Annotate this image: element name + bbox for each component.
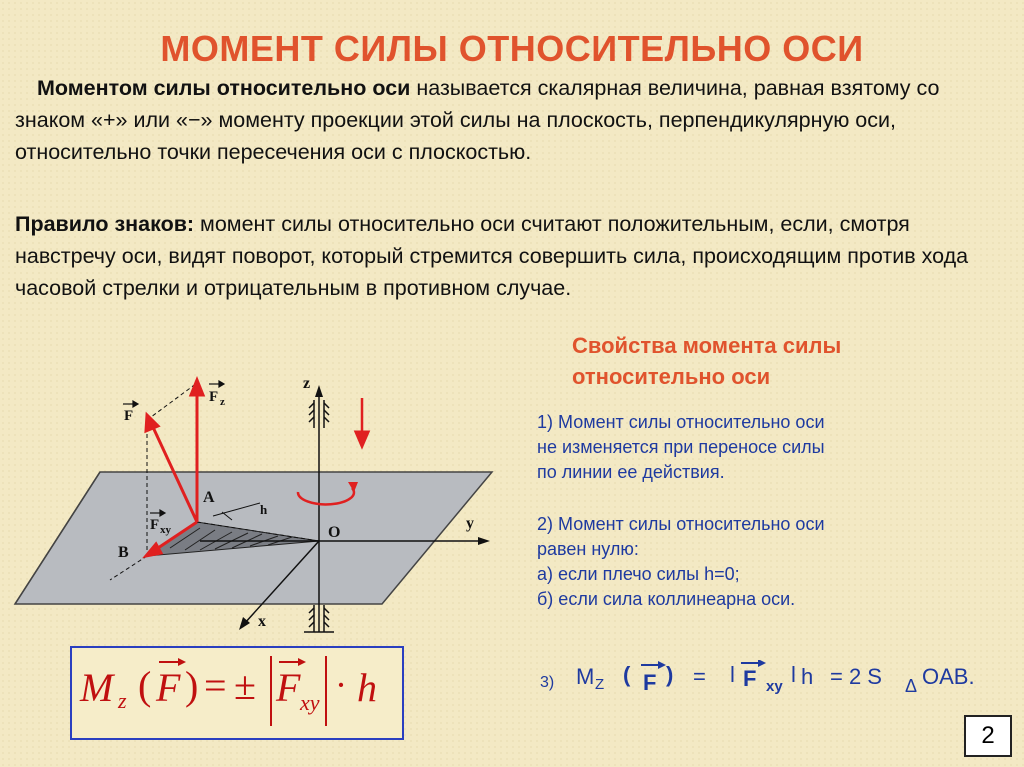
- formula-f: F: [156, 665, 181, 710]
- formula-pm: ±: [234, 663, 256, 708]
- p3-m: M: [576, 664, 595, 689]
- properties-heading-line2: относительно оси: [572, 364, 771, 389]
- slide-title: МОМЕНТ СИЛЫ ОТНОСИТЕЛЬНО ОСИ: [160, 28, 864, 69]
- formula-eq: =: [204, 663, 227, 708]
- properties-heading-line1: Свойства момента силы: [572, 333, 842, 358]
- p3-bar2: l: [791, 662, 796, 687]
- definition-term: Моментом силы относительно оси: [37, 76, 411, 100]
- label-a: A: [203, 489, 215, 506]
- label-o: O: [328, 524, 341, 541]
- formula-close: ): [185, 663, 199, 708]
- property-1-line: не изменяется при переносе силы: [537, 437, 825, 457]
- formula-fxy: F: [276, 665, 301, 710]
- property-3-number: 3): [540, 674, 555, 691]
- p3-fxy-sub: xy: [766, 678, 783, 695]
- property-2-line: б) если сила коллинеарна оси.: [537, 589, 796, 609]
- y-axis-arrow: [478, 537, 490, 545]
- label-b: B: [118, 544, 129, 561]
- p3-open-paren: (: [623, 662, 631, 687]
- label-fxy-sub: xy: [160, 524, 171, 536]
- formula-sub-xy: xy: [300, 690, 320, 715]
- label-fz-sub: z: [220, 396, 225, 408]
- formula-h: h: [357, 665, 377, 710]
- property-2-line: равен нулю:: [537, 539, 639, 559]
- definition-text: называется скалярная величина, равная взятому со знаком «+» или «−» моменту проекции этой силы на плоскость, перпендикулярную оси, относительно точки пересечения оси с плоскостью.: [15, 76, 940, 164]
- p3-bar1: l: [730, 662, 735, 687]
- sign-rule-term: Правило знаков:: [15, 212, 195, 236]
- page-number: 2: [964, 715, 1012, 757]
- p3-f: F: [643, 670, 657, 695]
- z-axis-arrow: [315, 385, 323, 397]
- label-fz: F: [209, 389, 219, 405]
- p3-oab: OAB.: [922, 664, 975, 689]
- p3-close-paren: ): [666, 662, 674, 687]
- formula-dot: ·: [335, 665, 347, 705]
- label-z: z: [303, 375, 311, 392]
- p3-m-sub: Z: [595, 676, 605, 693]
- label-f: F: [124, 408, 134, 424]
- p3-triangle: Δ: [905, 676, 918, 696]
- p3-eq1: =: [693, 664, 706, 689]
- sign-rule-text: момент силы относительно оси считают положительным, если, смотря навстречу оси, видят поворот, который стремится совершить сила, происходящим против хода часовой стрелки и отрицательным в противном случае.: [15, 212, 969, 300]
- p3-fxy: F: [743, 666, 757, 691]
- formula-sub-z: z: [118, 688, 127, 713]
- formula-open: (: [138, 663, 152, 708]
- label-fxy: F: [150, 517, 160, 533]
- property-2-line: 2) Момент силы относительно оси: [537, 514, 825, 534]
- property-1-line: по линии ее действия.: [537, 462, 725, 482]
- property-1-line: 1) Момент силы относительно оси: [537, 412, 825, 432]
- label-h: h: [260, 502, 268, 517]
- label-y: y: [466, 515, 474, 532]
- label-x: x: [258, 613, 266, 630]
- p3-eq2: = 2 S: [830, 664, 882, 689]
- p3-h: h: [801, 664, 814, 689]
- property-2-line: а) если плечо силы h=0;: [537, 564, 740, 584]
- formula-m: M: [80, 665, 114, 710]
